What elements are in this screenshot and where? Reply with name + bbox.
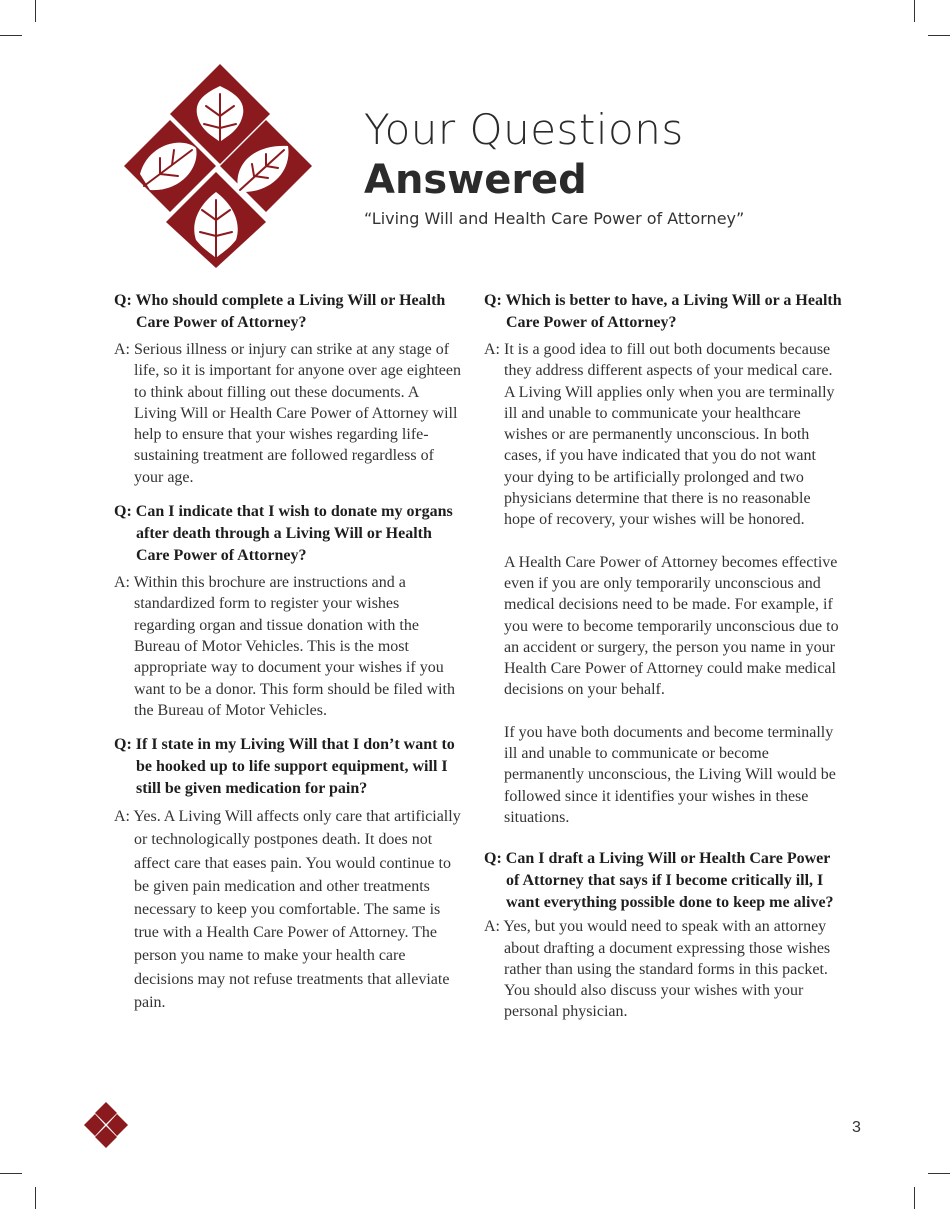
qa-item: [484, 290, 844, 828]
answer: A: It is a good idea to fill out both documents because they address different aspects of your medical care. A Living Will applies only when you are terminally ill and unable to communicate your healthcare wishes or are permanently unconscious. In both cases, if you have indicated that you do not want your dying to be artificially prolonged and two physicians determine that there is no reasonable hope of recovery, your wishes will be honored.: [484, 341, 835, 529]
question: Q: If I state in my Living Will that I don’t want to be hooked up to life support equipment, will I still be given medication for pain?: [114, 736, 455, 798]
crop-mark: [914, 0, 915, 22]
crop-mark: [0, 1173, 22, 1174]
question: Q: Which is better to have, a Living Will or a Health Care Power of Attorney?: [484, 292, 842, 331]
small-diamond-logo-icon: [84, 1102, 128, 1148]
answer: A: Serious illness or injury can strike at any stage of life, so it is important for anyone over age eighteen to think about filling out these documents. A Living Will or Health Care Power of Attorney will help to ensure that your wishes regarding life-sustaining treatment are followed regardless of your age.: [114, 341, 462, 486]
title-line1: Your Questions: [364, 105, 684, 154]
right-column: [484, 290, 844, 1036]
four-leaf-diamond-logo-icon: [120, 64, 312, 268]
crop-mark: [0, 35, 22, 36]
subtitle: “Living Will and Health Care Power of Attorney”: [364, 209, 745, 228]
qa-item: [114, 501, 464, 721]
answer: A: Within this brochure are instructions and a standardized form to register your wishes regarding organ and tissue donation with the Bureau of Motor Vehicles. This is the most appropriate way to document your wishes if you want to be a donor. This form should be filed with the Bureau of Motor Vehicles.: [114, 574, 455, 719]
qa-item: [114, 290, 464, 488]
title-line2: Answered: [364, 157, 587, 203]
left-column: [114, 290, 464, 1027]
question: Q: Can I draft a Living Will or Health Care Power of Attorney that says if I become critically ill, I want everything possible done to keep me alive?: [484, 850, 834, 912]
answer-paragraph: A Health Care Power of Attorney becomes effective even if you are only temporarily unconscious and medical decisions need to be made. For example, if you were to become temporarily unconscious due to an accident or surgery, the person you name in your Health Care Power of Attorney could make medical decisions on your behalf.: [504, 553, 839, 699]
crop-mark: [914, 1187, 915, 1209]
title-block: [364, 104, 924, 230]
answer: A: Yes, but you would need to speak with an attorney about drafting a document expressing those wishes rather than using the standard forms in this packet. You should also discuss your wishes with your personal physician.: [484, 918, 831, 1021]
question: Q: Who should complete a Living Will or Health Care Power of Attorney?: [114, 292, 446, 331]
crop-mark: [928, 1173, 950, 1174]
qa-item: [114, 734, 464, 1014]
crop-mark: [35, 0, 36, 22]
answer: A: Yes. A Living Will affects only care that artificially or technologically postpones death. It does not affect care that eases pain. You would continue to be given pain medication and other treatments necessary to keep you comfortable. The same is true with a Health Care Power of Attorney. The person you name to make your health care decisions may not refuse treatments that alleviate pain.: [114, 808, 461, 1011]
question: Q: Can I indicate that I wish to donate my organs after death through a Living Will or Health Care Power of Attorney?: [114, 503, 453, 565]
qa-item: [484, 848, 844, 1022]
answer-paragraph: If you have both documents and become terminally ill and unable to communicate or become permanently unconscious, the Living Will would be followed since it identifies your wishes in these situations.: [504, 723, 836, 826]
crop-mark: [35, 1187, 36, 1209]
page-number: 3: [852, 1119, 861, 1136]
crop-mark: [928, 35, 950, 36]
